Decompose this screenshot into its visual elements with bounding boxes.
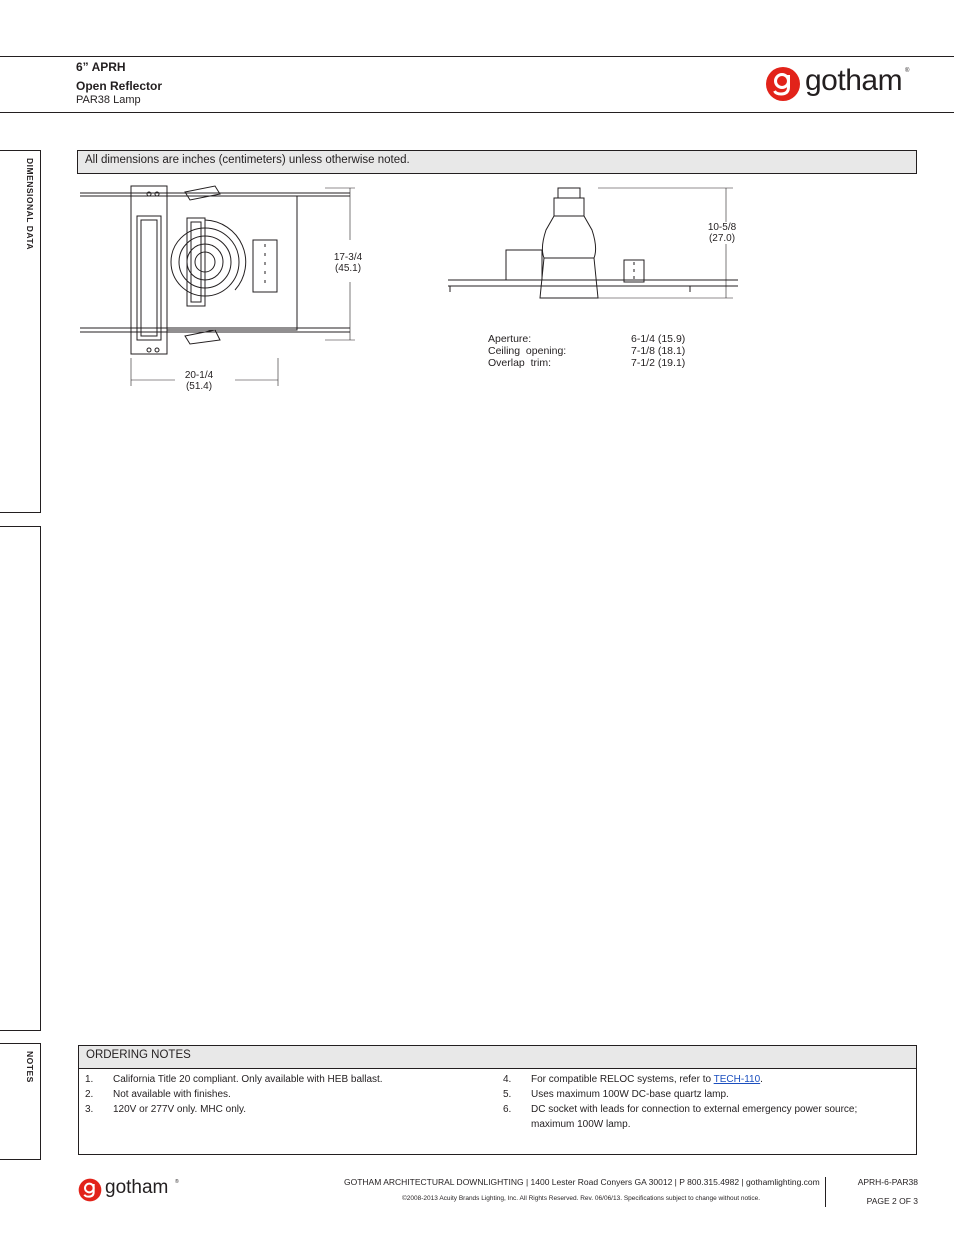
spec-aperture-value: 6-1/4 (15.9)	[631, 333, 686, 345]
side-view-height-in: 10-5/8	[707, 222, 737, 233]
spec-overlap-value: 7-1/2 (19.1)	[631, 357, 686, 369]
top-view-height-cm: (45.1)	[334, 263, 362, 274]
footer-address: GOTHAM ARCHITECTURAL DOWNLIGHTING | 1400 Lester Road Conyers GA 30012 | P 800.315.4982 | gothamlighting.com	[344, 1177, 820, 1187]
footer-doc-id: APRH-6-PAR38	[857, 1177, 918, 1187]
note-3-text: 120V or 277V only. MHC only.	[113, 1104, 247, 1115]
gotham-logo	[765, 66, 915, 102]
top-view-drawing	[75, 180, 375, 390]
tech-110-link[interactable]: TECH-110	[713, 1074, 761, 1085]
product-title: 6” APRH	[76, 60, 126, 74]
header-bottom-rule	[0, 112, 954, 113]
footer-page-number: PAGE 2 OF 3	[866, 1196, 918, 1206]
side-view-height-cm: (27.0)	[708, 233, 736, 244]
note-5-num: 5.	[503, 1089, 512, 1100]
spec-ceiling-label: Ceiling opening:	[488, 345, 567, 357]
header-top-rule	[0, 56, 954, 57]
footer-logo-wordmark: gotham	[105, 1177, 169, 1198]
spec-aperture-label: Aperture:	[488, 333, 532, 345]
note-5-text: Uses maximum 100W DC-base quartz lamp.	[531, 1089, 729, 1100]
note-6-num: 6.	[503, 1104, 512, 1115]
dimensions-notice: All dimensions are inches (centimeters) unless otherwise noted.	[77, 150, 917, 174]
sidebar-label-notes: NOTES	[25, 1051, 35, 1083]
note-4-text-before: For compatible RELOC systems, refer to	[531, 1074, 714, 1085]
side-view-drawing	[448, 182, 738, 302]
spec-overlap-label: Overlap trim:	[488, 357, 552, 369]
note-4-num: 4.	[503, 1074, 512, 1085]
note-2-text: Not available with finishes.	[113, 1089, 231, 1100]
product-subtitle: Open Reflector	[76, 79, 163, 93]
gotham-g-icon	[765, 66, 801, 102]
side-view-height-dim	[702, 222, 742, 244]
note-1-text: California Title 20 compliant. Only available with HEB ballast.	[113, 1074, 383, 1085]
footer-registered-mark: ®	[175, 1179, 179, 1185]
lamp-type: PAR38 Lamp	[76, 94, 141, 106]
top-view-width-cm: (51.4)	[185, 381, 213, 392]
footer-divider	[825, 1177, 826, 1207]
top-view-height-in: 17-3/4	[333, 252, 363, 263]
ordering-notes-heading: ORDERING NOTES	[78, 1045, 917, 1069]
footer-copyright: ©2008-2013 Acuity Brands Lighting, Inc. All Rights Reserved. Rev. 06/06/13. Specifications subject to change without notice.	[402, 1195, 761, 1202]
note-6-text: DC socket with leads for connection to external emergency power source; maximum 100W lamp.	[531, 1104, 858, 1130]
top-view-height-dim	[328, 252, 368, 274]
note-4-text	[531, 1072, 901, 1087]
registered-mark: ®	[905, 68, 910, 74]
note-2-num: 2.	[85, 1089, 94, 1100]
sidebar-section-middle	[0, 526, 41, 1031]
top-view-width-dim	[178, 370, 220, 392]
note-3-num: 3.	[85, 1104, 94, 1115]
logo-wordmark: gotham	[805, 64, 903, 97]
footer-gotham-g-icon	[78, 1178, 102, 1202]
note-4-text-after: .	[760, 1074, 763, 1085]
spec-ceiling-value: 7-1/8 (18.1)	[631, 345, 686, 357]
footer-logo	[78, 1178, 188, 1202]
sidebar-label-dimensional: DIMENSIONAL DATA	[25, 158, 35, 251]
note-1-num: 1.	[85, 1074, 94, 1085]
top-view-width-in: 20-1/4	[184, 370, 214, 381]
